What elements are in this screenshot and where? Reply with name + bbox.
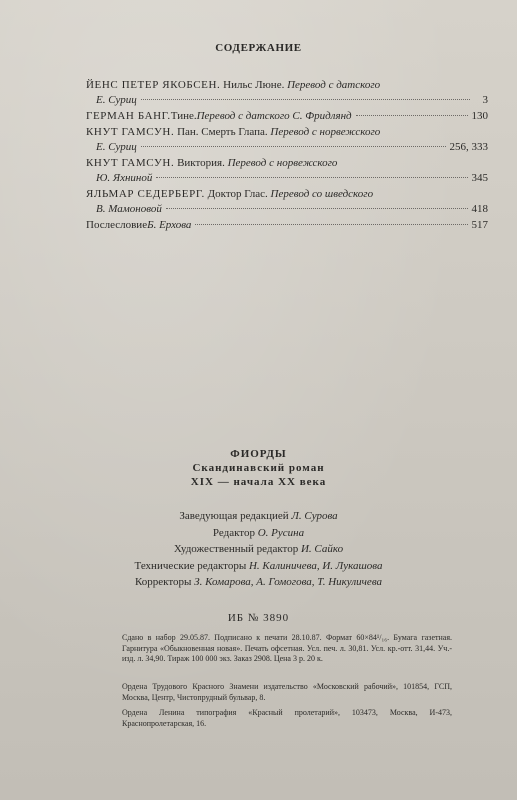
toc-entry-line [86,93,488,108]
table-of-contents [86,78,488,234]
toc-author: ГЕРМАН БАНГ. [86,110,171,122]
toc-author-afterword: Б. Ерхова [147,219,192,231]
toc-translation: Перевод с норвежского [270,126,381,138]
leader-dots [166,208,468,209]
toc-entry-line [86,125,488,140]
toc-translator: Е. Суриц [96,94,137,106]
editorial-staff [0,508,517,591]
toc-work: Тине. [170,110,197,122]
leader-dots [141,99,470,100]
toc-page: 418 [471,203,488,215]
book-period: XIX — начала XX века [190,476,327,488]
toc-translation: Перевод со шведского [270,188,374,200]
toc-entry-line [86,109,488,124]
toc-translation: Перевод с норвежского [227,157,338,169]
staff-line [0,541,517,558]
leader-dots [156,177,467,178]
toc-entry-line [86,171,488,186]
staff-line [0,558,517,575]
toc-author: ЙЕНС ПЕТЕР ЯКОБСЕН. [86,79,221,91]
printer-info: Ордена Ленина типография «Красный пролетарий», 103473, Москва, И-473, Краснопролетарская, 16. [122,708,452,728]
toc-page: 3 [482,94,488,106]
leader-dots [356,115,468,116]
toc-work: Пан. Смерть Глапа. [174,126,271,138]
book-subtitle: Скандинавский роман [192,462,325,474]
staff-name: З. Комарова, А. Гомогова, Т. Никуличева [194,576,383,588]
toc-entry [86,125,488,155]
toc-translation: Перевод с датского С. Фридлянд [196,110,352,122]
toc-entry [86,109,488,124]
leader-dots [195,224,467,225]
toc-author: ЯЛЬМАР СЕДЕРБЕРГ. [86,188,205,200]
toc-entry [86,187,488,217]
toc-author: КНУТ ГАМСУН. [86,157,175,169]
toc-entry [86,156,488,186]
book-title: ФИОРДЫ [230,448,287,460]
staff-line [0,574,517,591]
imprint-details: Сдано в набор 29.05.87. Подписано к печати 28.10.87. Формат 60×84¹/₁₆. Бумага газетная. Гарнитура «Обыкновенная новая». Печать офсетная. Усл. печ. л. 30,81. Усл. кр.-отт. 31,44. Уч.-изд. л. 34,90. Тираж 100 000 экз. Заказ 2908. Цена 3 р. 20 к. [122,633,452,663]
staff-role: Редактор [212,526,258,539]
leader-dots [141,146,446,147]
toc-entry-line [86,78,488,93]
toc-translation: Перевод с датского [287,79,381,91]
staff-role: Корректоры [134,576,195,588]
toc-entry [86,78,488,108]
staff-name: Н. Калиничева, И. Лукашова [248,559,383,572]
staff-name: Л. Сурова [291,510,338,522]
staff-line [0,508,517,525]
toc-author: КНУТ ГАМСУН. [86,126,175,138]
toc-entry-line [86,156,488,171]
toc-translator: Ю. Яхниной [96,172,153,184]
book-title-block [0,447,517,489]
staff-name: И. Сайко [300,543,344,555]
toc-entry [86,218,488,233]
toc-entry-line [86,202,488,217]
toc-work: Доктор Глас. [204,188,271,200]
toc-page: 517 [471,219,488,231]
staff-role: Художественный редактор [173,543,301,555]
publisher-info: Ордена Трудового Красного Знамени издательство «Московский рабочий», 101854, ГСП, Москва, Центр, Чистопрудный бульвар, 8. [122,682,452,702]
staff-role: Заведующая редакцией [179,510,292,522]
toc-translator: В. Мамоновой [96,203,162,215]
toc-entry-line [86,140,488,155]
toc-title: СОДЕРЖАНИЕ [215,42,302,54]
toc-page: 256, 333 [449,141,488,153]
toc-entry-line [86,187,488,202]
toc-work: Нильс Люне. [220,79,288,91]
toc-work: Виктория. [174,157,228,169]
staff-role: Технические редакторы [134,559,249,572]
toc-work: Послесловие [86,219,148,231]
staff-name: О. Русина [257,526,305,539]
toc-page: 130 [471,110,488,122]
toc-entry-line [86,218,488,233]
toc-translator: Е. Суриц [96,141,137,153]
toc-page: 345 [471,172,488,184]
staff-line [0,525,517,542]
ib-number: ИБ № 3890 [227,612,290,624]
